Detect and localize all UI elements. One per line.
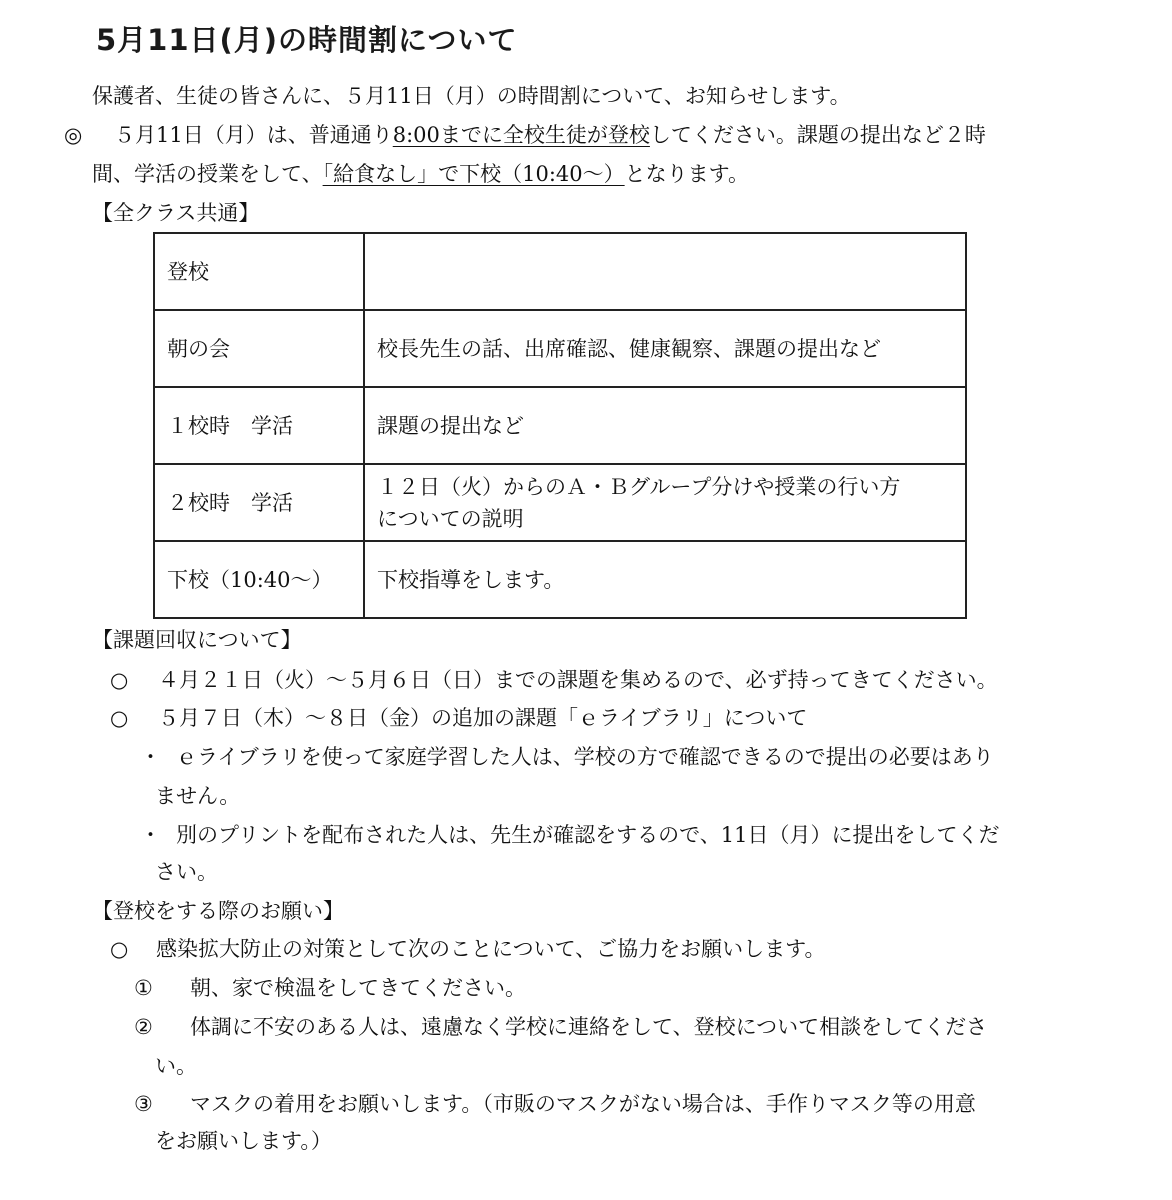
intro-text: 保護者、生徒の皆さんに、５月11日（月）の時間割について、お知らせします。 — [92, 84, 851, 108]
notice-line-2-underline: 「給食なし」で下校（10:40～） — [322, 162, 625, 186]
section-heading-assignments: 【課題回収について】 — [92, 628, 302, 652]
schedule-detail: 課題の提出など — [364, 387, 966, 464]
bullet-circle: ○ — [110, 937, 129, 961]
request-number-1: ① — [134, 976, 153, 1000]
table-row — [154, 464, 966, 541]
assignment-sub-1-line-1: ｅライブラリを使って家庭学習した人は、学校の方で確認できるので提出の必要はあり — [176, 745, 994, 769]
schedule-item: ２校時 学活 — [154, 464, 364, 541]
sub-bullet: ・ — [140, 823, 161, 847]
assignment-item-2: ５月７日（木）～８日（金）の追加の課題「ｅライブラリ」について — [158, 706, 808, 730]
requests-lead: 感染拡大防止の対策として次のことについて、ご協力をお願いします。 — [156, 937, 826, 961]
bullet-circle: ○ — [110, 706, 129, 730]
schedule-item: １校時 学活 — [154, 387, 364, 464]
sub-bullet: ・ — [140, 745, 161, 769]
table-row — [154, 310, 966, 387]
request-3-line-1: マスクの着用をお願いします。（市販のマスクがない場合は、手作りマスク等の用意 — [190, 1092, 976, 1116]
assignment-sub-2-line-2: さい。 — [155, 860, 218, 884]
notice-line-2 — [92, 160, 749, 188]
request-3-line-2: をお願いします。） — [155, 1129, 332, 1153]
request-2-line-2: い。 — [155, 1054, 197, 1078]
schedule-detail-line-1: １２日（火）からのＡ・Ｂグループ分けや授業の行い方 — [377, 474, 901, 499]
schedule-item: 下校（10:40～） — [154, 541, 364, 618]
schedule-detail: 下校指導をします。 — [364, 541, 966, 618]
notice-line-1-b: してください。課題の提出など２時 — [649, 123, 986, 147]
request-2-line-1: 体調に不安のある人は、遠慮なく学校に連絡をして、登校について相談をしてくださ — [190, 1015, 988, 1039]
assignment-sub-2-line-1: 別のプリントを配布された人は、先生が確認をするので、11日（月）に提出をしてくだ — [176, 823, 1000, 847]
notice-line-1-a: ５月11日（月）は、普通通り — [114, 123, 393, 147]
schedule-detail-line-2: についての説明 — [377, 506, 524, 531]
assignment-item-1: ４月２１日（火）～５月６日（日）までの課題を集めるので、必ず持ってきてください。 — [158, 668, 998, 692]
table-row — [154, 541, 966, 618]
schedule-item: 朝の会 — [154, 310, 364, 387]
section-heading-requests: 【登校をする際のお願い】 — [92, 899, 344, 923]
request-number-2: ② — [134, 1015, 153, 1039]
request-1: 朝、家で検温をしてきてください。 — [190, 976, 526, 1000]
schedule-detail: 校長先生の話、出席確認、健康観察、課題の提出など — [364, 310, 966, 387]
notice-line-2-a: 間、学活の授業をして、 — [92, 162, 323, 186]
notice-line-1 — [114, 121, 986, 149]
table-row — [154, 387, 966, 464]
schedule-table — [153, 232, 967, 619]
assignment-sub-1-line-2: ません。 — [155, 784, 241, 808]
table-row — [154, 233, 966, 310]
request-number-3: ③ — [134, 1092, 153, 1116]
page-title: 5月11日(月)の時間割について — [96, 23, 518, 57]
schedule-item: 登校 — [154, 233, 364, 310]
schedule-detail — [364, 233, 966, 310]
notice-line-2-b: となります。 — [624, 162, 749, 186]
notice-mark: ◎ — [64, 123, 83, 147]
bullet-circle: ○ — [110, 668, 129, 692]
section-heading-all-classes: 【全クラス共通】 — [92, 201, 260, 225]
schedule-detail — [364, 464, 966, 541]
notice-line-1-underline: 8:00までに全校生徒が登校 — [392, 123, 650, 147]
